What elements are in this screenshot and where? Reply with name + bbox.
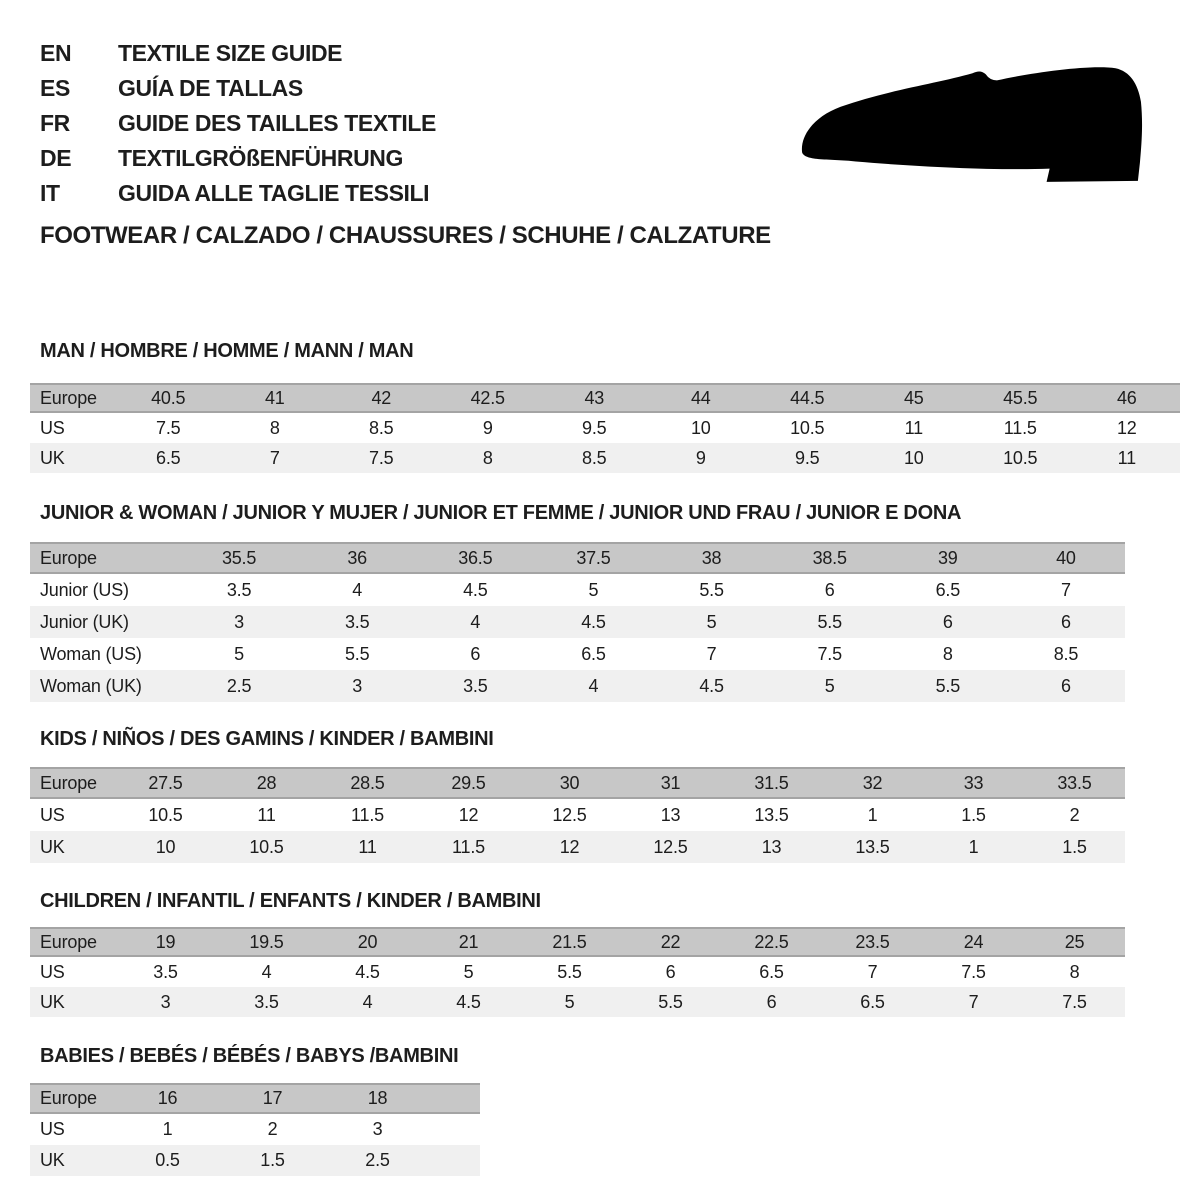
size-table-babies bbox=[30, 1083, 480, 1176]
size-value: 13 bbox=[660, 804, 681, 825]
size-table-header-row bbox=[30, 767, 1125, 799]
language-label: TEXTILGRÖßENFÜHRUNG bbox=[118, 145, 403, 171]
size-value: 7.5 bbox=[961, 961, 986, 982]
size-value: 6.5 bbox=[860, 991, 885, 1012]
size-table-row bbox=[30, 638, 1125, 670]
size-value: 45 bbox=[903, 387, 924, 408]
row-label: UK bbox=[40, 991, 65, 1012]
size-value: 22 bbox=[660, 931, 681, 952]
size-value: 1.5 bbox=[1062, 836, 1087, 857]
size-value: 3 bbox=[352, 675, 363, 696]
size-value: 40.5 bbox=[151, 387, 186, 408]
size-value: 5 bbox=[564, 991, 575, 1012]
row-label: US bbox=[40, 417, 65, 438]
size-value: 9 bbox=[482, 417, 493, 438]
size-value: 6 bbox=[824, 579, 835, 600]
size-value: 12.5 bbox=[552, 804, 587, 825]
size-value: 7.5 bbox=[369, 447, 394, 468]
size-value: 4 bbox=[470, 611, 481, 632]
size-value: 5.5 bbox=[699, 579, 724, 600]
row-label: Europe bbox=[40, 931, 97, 952]
size-value: 8.5 bbox=[1053, 643, 1079, 664]
language-label: GUIDE DES TAILLES TEXTILE bbox=[118, 110, 436, 136]
size-table-row bbox=[30, 413, 1180, 443]
size-value: 5.5 bbox=[344, 643, 370, 664]
size-value: 11 bbox=[904, 417, 923, 438]
size-value: 8 bbox=[482, 447, 493, 468]
size-value: 4.5 bbox=[355, 961, 380, 982]
language-code: EN bbox=[40, 40, 72, 66]
size-value: 6 bbox=[1061, 675, 1071, 696]
size-value: 8 bbox=[269, 417, 280, 438]
size-value: 11 bbox=[1117, 447, 1136, 468]
size-value: 8 bbox=[942, 643, 953, 664]
row-label: US bbox=[40, 804, 65, 825]
size-value: 7 bbox=[1061, 579, 1071, 600]
size-value: 7 bbox=[867, 961, 878, 982]
size-value: 4.5 bbox=[463, 579, 488, 600]
size-value: 8.5 bbox=[582, 447, 607, 468]
language-label: TEXTILE SIZE GUIDE bbox=[118, 40, 343, 66]
size-table-junior-woman bbox=[30, 542, 1125, 702]
language-code: DE bbox=[40, 145, 72, 171]
size-value: 5.5 bbox=[817, 611, 842, 632]
size-value: 9 bbox=[695, 447, 706, 468]
row-label: US bbox=[40, 1119, 65, 1139]
size-value: 31 bbox=[660, 772, 681, 793]
size-value: 3.5 bbox=[254, 991, 279, 1012]
row-label: Europe bbox=[40, 387, 97, 408]
size-table-kids bbox=[30, 767, 1125, 863]
size-value: 1 bbox=[968, 836, 979, 857]
row-label: Woman (US) bbox=[40, 643, 142, 664]
size-value: 5 bbox=[234, 643, 244, 664]
size-value: 3 bbox=[160, 991, 171, 1012]
size-value: 5.5 bbox=[658, 991, 683, 1012]
section-title-children: CHILDREN / INFANTIL / ENFANTS / KINDER / BAMBINI bbox=[40, 890, 541, 912]
size-value: 4.5 bbox=[581, 611, 606, 632]
size-value: 11 bbox=[257, 804, 276, 825]
size-value: 6.5 bbox=[759, 961, 784, 982]
size-table-man bbox=[30, 383, 1180, 473]
size-value: 38 bbox=[701, 547, 722, 568]
language-row bbox=[40, 36, 436, 71]
size-value: 4 bbox=[362, 991, 373, 1012]
size-value: 46 bbox=[1116, 387, 1137, 408]
size-table-header-row bbox=[30, 1083, 480, 1114]
language-row bbox=[40, 106, 436, 141]
size-value: 7.5 bbox=[156, 417, 181, 438]
language-row bbox=[40, 71, 436, 106]
size-value: 9.5 bbox=[795, 447, 820, 468]
size-value: 11 bbox=[358, 836, 377, 857]
size-value: 4.5 bbox=[699, 675, 724, 696]
size-value: 20 bbox=[357, 931, 378, 952]
size-value: 7.5 bbox=[1062, 991, 1087, 1012]
size-table-row bbox=[30, 606, 1125, 638]
row-label: Junior (US) bbox=[40, 579, 129, 600]
size-value: 1 bbox=[867, 804, 878, 825]
dress-shoe-icon bbox=[795, 60, 1145, 186]
size-value: 44 bbox=[690, 387, 711, 408]
size-value: 11.5 bbox=[351, 804, 384, 825]
size-value: 43 bbox=[584, 387, 605, 408]
size-value: 10.5 bbox=[148, 804, 183, 825]
size-value: 10.5 bbox=[790, 417, 825, 438]
size-table-row bbox=[30, 574, 1125, 606]
size-table-header-row bbox=[30, 927, 1125, 957]
size-value: 13.5 bbox=[855, 836, 890, 857]
size-value: 24 bbox=[963, 931, 984, 952]
row-label: UK bbox=[40, 447, 65, 468]
size-value: 1 bbox=[162, 1119, 173, 1139]
size-value: 4 bbox=[261, 961, 272, 982]
size-value: 33 bbox=[963, 772, 984, 793]
size-value: 11.5 bbox=[452, 836, 485, 857]
size-value: 35.5 bbox=[221, 547, 257, 568]
size-value: 39 bbox=[938, 547, 958, 568]
size-value: 38.5 bbox=[812, 547, 847, 568]
size-value: 3.5 bbox=[344, 611, 370, 632]
size-value: 28 bbox=[256, 772, 277, 793]
size-table-children bbox=[30, 927, 1125, 1017]
language-title-block bbox=[40, 36, 436, 211]
size-table-row bbox=[30, 1114, 480, 1145]
size-value: 10.5 bbox=[249, 836, 284, 857]
size-value: 12.5 bbox=[653, 836, 688, 857]
language-row bbox=[40, 141, 436, 176]
language-label: GUIDA ALLE TAGLIE TESSILI bbox=[118, 180, 430, 206]
size-table-row bbox=[30, 1145, 480, 1176]
size-value: 4.5 bbox=[456, 991, 481, 1012]
row-label: Europe bbox=[40, 772, 97, 793]
size-value: 3 bbox=[372, 1119, 383, 1139]
size-value: 3 bbox=[234, 611, 244, 632]
language-code: ES bbox=[40, 75, 70, 101]
size-value: 36 bbox=[347, 547, 367, 568]
language-code: IT bbox=[40, 180, 60, 206]
size-table-header-row bbox=[30, 542, 1125, 574]
size-value: 1.5 bbox=[260, 1150, 285, 1170]
size-value: 10 bbox=[903, 447, 924, 468]
size-value: 12 bbox=[1116, 417, 1137, 438]
size-value: 37.5 bbox=[576, 547, 611, 568]
size-value: 10 bbox=[155, 836, 176, 857]
size-value: 7 bbox=[269, 447, 280, 468]
size-value: 3.5 bbox=[463, 675, 488, 696]
size-value: 6 bbox=[942, 611, 953, 632]
language-label: GUÍA DE TALLAS bbox=[118, 75, 303, 101]
size-table-row bbox=[30, 957, 1125, 987]
size-table-row bbox=[30, 799, 1125, 831]
size-value: 6 bbox=[665, 961, 676, 982]
size-value: 13.5 bbox=[754, 804, 789, 825]
size-value: 2.5 bbox=[365, 1150, 390, 1170]
size-value: 8 bbox=[1069, 961, 1080, 982]
size-value: 6 bbox=[1061, 611, 1071, 632]
size-value: 6 bbox=[766, 991, 777, 1012]
size-value: 4 bbox=[352, 579, 363, 600]
size-value: 7.5 bbox=[817, 643, 842, 664]
size-value: 23.5 bbox=[855, 931, 890, 952]
size-value: 13 bbox=[761, 836, 782, 857]
row-label: US bbox=[40, 961, 65, 982]
language-code: FR bbox=[40, 110, 70, 136]
size-value: 19 bbox=[155, 931, 176, 952]
size-table-row bbox=[30, 670, 1125, 702]
size-value: 29.5 bbox=[451, 772, 486, 793]
size-value: 2.5 bbox=[226, 675, 252, 696]
size-value: 33.5 bbox=[1057, 772, 1092, 793]
row-label: Woman (UK) bbox=[40, 675, 142, 696]
size-value: 4 bbox=[588, 675, 599, 696]
size-value: 2 bbox=[267, 1119, 278, 1139]
size-table-row bbox=[30, 443, 1180, 473]
size-value: 25 bbox=[1064, 931, 1085, 952]
size-value: 27.5 bbox=[148, 772, 183, 793]
size-value: 3.5 bbox=[226, 579, 252, 600]
size-value: 1.5 bbox=[961, 804, 986, 825]
size-value: 18 bbox=[367, 1088, 388, 1108]
size-value: 40 bbox=[1056, 547, 1076, 568]
size-value: 10.5 bbox=[1003, 447, 1038, 468]
size-value: 42.5 bbox=[470, 387, 505, 408]
size-value: 21.5 bbox=[552, 931, 587, 952]
size-value: 12 bbox=[559, 836, 580, 857]
size-value: 9.5 bbox=[582, 417, 607, 438]
size-value: 0.5 bbox=[155, 1150, 180, 1170]
row-label: UK bbox=[40, 1150, 65, 1170]
size-value: 6.5 bbox=[935, 579, 961, 600]
size-value: 36.5 bbox=[458, 547, 493, 568]
size-value: 7 bbox=[968, 991, 979, 1012]
row-label: UK bbox=[40, 836, 65, 857]
size-value: 7 bbox=[706, 643, 717, 664]
size-value: 6 bbox=[470, 643, 481, 664]
size-value: 8.5 bbox=[369, 417, 394, 438]
section-title-kids: KIDS / NIÑOS / DES GAMINS / KINDER / BAMBINI bbox=[40, 728, 494, 750]
size-value: 6.5 bbox=[581, 643, 606, 664]
size-value: 16 bbox=[157, 1088, 178, 1108]
size-value: 42 bbox=[371, 387, 392, 408]
size-value: 45.5 bbox=[1003, 387, 1038, 408]
size-value: 31.5 bbox=[754, 772, 789, 793]
size-value: 6.5 bbox=[156, 447, 181, 468]
size-value: 21 bbox=[458, 931, 479, 952]
size-value: 12 bbox=[458, 804, 479, 825]
row-label: Europe bbox=[40, 1088, 97, 1108]
size-value: 5.5 bbox=[935, 675, 961, 696]
size-value: 5 bbox=[588, 579, 599, 600]
size-value: 22.5 bbox=[754, 931, 789, 952]
size-value: 5 bbox=[824, 675, 835, 696]
section-title-junior-woman: JUNIOR & WOMAN / JUNIOR Y MUJER / JUNIOR ET FEMME / JUNIOR UND FRAU / JUNIOR E DONA bbox=[40, 502, 962, 524]
category-line: FOOTWEAR / CALZADO / CHAUSSURES / SCHUHE / CALZATURE bbox=[40, 222, 771, 249]
size-value: 5 bbox=[706, 611, 717, 632]
size-value: 5.5 bbox=[557, 961, 582, 982]
size-value: 2 bbox=[1069, 804, 1080, 825]
size-value: 17 bbox=[262, 1088, 283, 1108]
section-title-man: MAN / HOMBRE / HOMME / MANN / MAN bbox=[40, 340, 414, 362]
size-value: 44.5 bbox=[790, 387, 825, 408]
row-label: Junior (UK) bbox=[40, 611, 129, 632]
size-value: 28.5 bbox=[350, 772, 385, 793]
size-value: 11.5 bbox=[1003, 417, 1037, 438]
size-table-row bbox=[30, 831, 1125, 863]
size-value: 3.5 bbox=[153, 961, 178, 982]
size-value: 19.5 bbox=[249, 931, 284, 952]
section-title-babies: BABIES / BEBÉS / BÉBÉS / BABYS /BAMBINI bbox=[40, 1045, 459, 1067]
row-label: Europe bbox=[40, 547, 97, 568]
size-value: 32 bbox=[862, 772, 883, 793]
size-table-header-row bbox=[30, 383, 1180, 413]
size-value: 10 bbox=[690, 417, 711, 438]
language-row bbox=[40, 176, 436, 211]
size-table-row bbox=[30, 987, 1125, 1017]
size-value: 30 bbox=[559, 772, 580, 793]
size-value: 41 bbox=[264, 387, 285, 408]
size-value: 5 bbox=[463, 961, 474, 982]
